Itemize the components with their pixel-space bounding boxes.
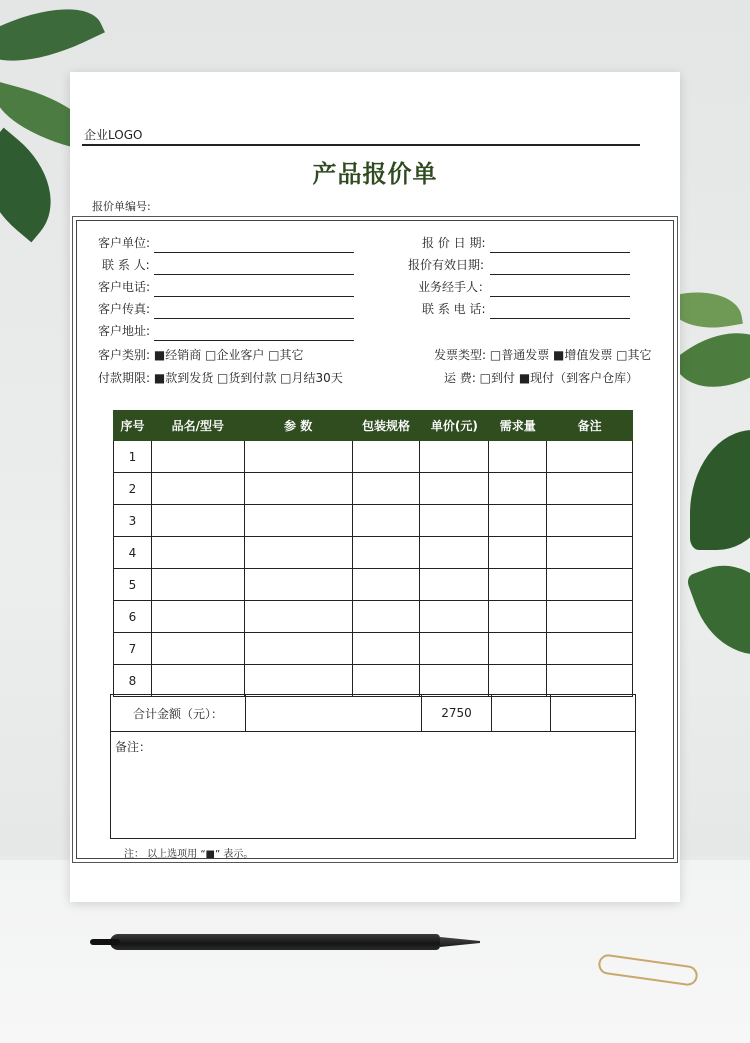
page-title: 产品报价单 (312, 160, 438, 188)
total-blank-cell[interactable] (245, 694, 422, 732)
cell[interactable] (151, 601, 244, 633)
cell[interactable] (151, 473, 244, 505)
company-logo: 企业LOGO (84, 128, 143, 142)
table-header-row (114, 411, 633, 441)
cell[interactable] (151, 633, 244, 665)
table-row (114, 569, 633, 601)
row-index: 6 (114, 601, 152, 633)
row-index: 8 (114, 665, 152, 697)
table-row (114, 537, 633, 569)
payment-term-options[interactable]: 付款期限: ■款到发货 □货到付款 □月结30天 (98, 371, 343, 385)
cell[interactable] (420, 441, 489, 473)
cell[interactable] (352, 537, 420, 569)
total-remark-cell[interactable] (550, 694, 636, 732)
customer-fax-line[interactable] (154, 318, 354, 319)
pen (90, 930, 480, 954)
cell[interactable] (244, 441, 352, 473)
cell[interactable] (489, 569, 547, 601)
cell[interactable] (151, 505, 244, 537)
col-header-params: 参 数 (244, 411, 352, 441)
pen-end (90, 939, 120, 945)
cell[interactable] (420, 537, 489, 569)
row-index: 4 (114, 537, 152, 569)
footnote: 注： 以上选项用 “■” 表示。 (124, 849, 254, 860)
table-row (114, 505, 633, 537)
plant-leaf (0, 0, 105, 83)
contact-phone-label: 联 系 电 话: (422, 302, 486, 316)
table-row (114, 665, 633, 697)
cell[interactable] (489, 441, 547, 473)
cell[interactable] (352, 441, 420, 473)
total-quantity-cell[interactable] (491, 694, 551, 732)
cell[interactable] (352, 601, 420, 633)
cell[interactable] (420, 569, 489, 601)
cell[interactable] (151, 569, 244, 601)
customer-company-line[interactable] (154, 252, 354, 253)
cell[interactable] (547, 665, 633, 697)
header-divider (82, 144, 640, 146)
cell[interactable] (489, 537, 547, 569)
table-row (114, 601, 633, 633)
customer-phone-line[interactable] (154, 296, 354, 297)
valid-date-line[interactable] (490, 274, 630, 275)
cell[interactable] (489, 473, 547, 505)
contact-person-label: 联 系 人: (102, 258, 150, 272)
cell[interactable] (547, 601, 633, 633)
customer-company-label: 客户单位: (98, 236, 151, 250)
cell[interactable] (352, 505, 420, 537)
total-row (110, 694, 636, 732)
cell[interactable] (151, 537, 244, 569)
quote-number-label: 报价单编号: (92, 200, 151, 213)
row-index: 3 (114, 505, 152, 537)
row-index: 5 (114, 569, 152, 601)
table-row (114, 473, 633, 505)
col-header-quantity: 需求量 (489, 411, 547, 441)
invoice-type-options[interactable]: 发票类型: □普通发票 ■增值发票 □其它 (434, 348, 652, 362)
sales-handler-label: 业务经手人： (418, 280, 491, 294)
cell[interactable] (352, 473, 420, 505)
cell[interactable] (547, 505, 633, 537)
cell[interactable] (489, 601, 547, 633)
valid-date-label: 报价有效日期: (408, 258, 485, 272)
customer-address-line[interactable] (154, 340, 354, 341)
cell[interactable] (547, 441, 633, 473)
cell[interactable] (352, 569, 420, 601)
row-index: 7 (114, 633, 152, 665)
cell[interactable] (547, 569, 633, 601)
row-index: 2 (114, 473, 152, 505)
contact-person-line[interactable] (154, 274, 354, 275)
cell[interactable] (244, 537, 352, 569)
sales-handler-line[interactable] (490, 296, 630, 297)
cell[interactable] (244, 569, 352, 601)
pen-tip (440, 937, 480, 947)
quotation-sheet (70, 72, 680, 902)
customer-fax-label: 客户传真: (98, 302, 151, 316)
cell[interactable] (547, 633, 633, 665)
cell[interactable] (244, 505, 352, 537)
customer-phone-label: 客户电话: (98, 280, 151, 294)
freight-options[interactable]: 运 费: □到付 ■现付（到客户仓库） (444, 371, 639, 385)
cell[interactable] (244, 601, 352, 633)
remarks-label: 备注： (115, 740, 152, 754)
customer-address-label: 客户地址: (98, 324, 151, 338)
cell[interactable] (151, 441, 244, 473)
cell[interactable] (420, 665, 489, 697)
table-row (114, 441, 633, 473)
total-value[interactable]: 2750 (421, 694, 492, 732)
cell[interactable] (489, 665, 547, 697)
cell[interactable] (420, 601, 489, 633)
pen-body (110, 934, 440, 950)
remarks-box[interactable] (110, 731, 636, 839)
items-table (113, 410, 633, 697)
col-header-unit-price: 单价(元) (420, 411, 489, 441)
cell[interactable] (244, 665, 352, 697)
col-header-package: 包装规格 (352, 411, 420, 441)
cell[interactable] (547, 473, 633, 505)
col-header-index: 序号 (114, 411, 152, 441)
table-row (114, 633, 633, 665)
contact-phone-line[interactable] (490, 318, 630, 319)
quote-date-line[interactable] (490, 252, 630, 253)
cell[interactable] (352, 665, 420, 697)
plant-leaf (685, 549, 750, 670)
cell[interactable] (420, 633, 489, 665)
cell[interactable] (547, 537, 633, 569)
customer-type-options[interactable]: 客户类别: ■经销商 □企业客户 □其它 (98, 348, 304, 362)
col-header-product: 品名/型号 (151, 411, 244, 441)
cell[interactable] (151, 665, 244, 697)
cell[interactable] (420, 473, 489, 505)
plant-leaf (690, 430, 750, 550)
cell[interactable] (244, 633, 352, 665)
quote-date-label: 报 价 日 期: (422, 236, 486, 250)
cell[interactable] (244, 473, 352, 505)
col-header-remark: 备注 (547, 411, 633, 441)
row-index: 1 (114, 441, 152, 473)
cell[interactable] (352, 633, 420, 665)
total-label: 合计金额（元）： (110, 694, 246, 732)
cell[interactable] (420, 505, 489, 537)
cell[interactable] (489, 505, 547, 537)
cell[interactable] (489, 633, 547, 665)
